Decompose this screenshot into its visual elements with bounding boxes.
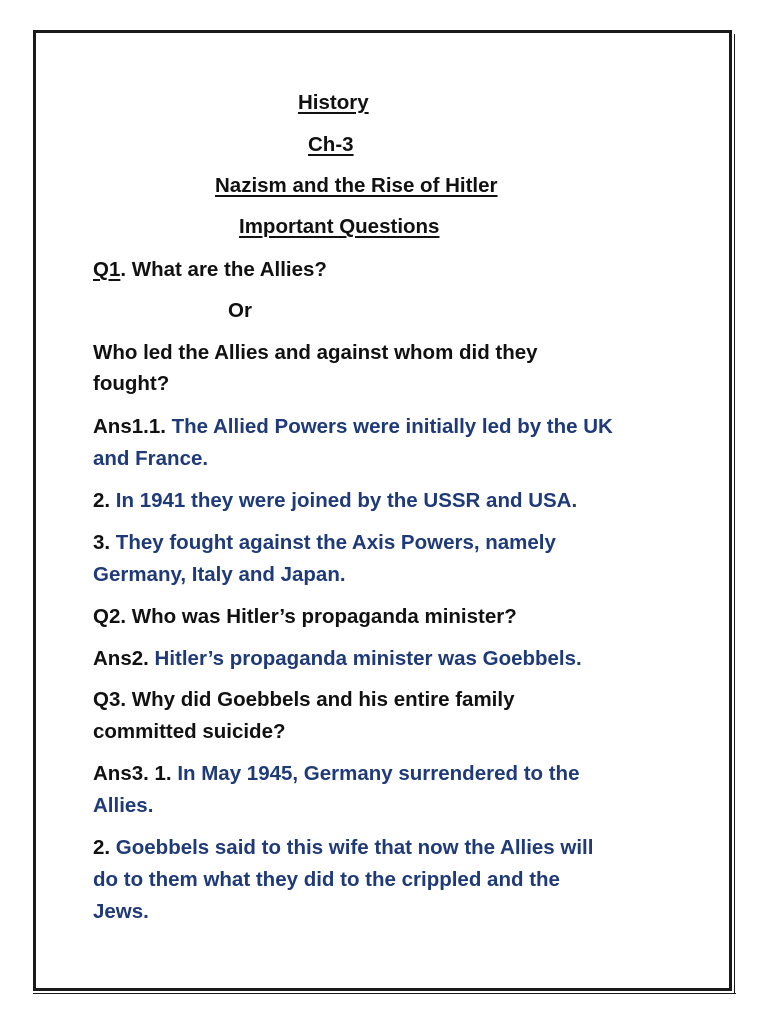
answer-3-point-2-line-3: Jews.: [93, 900, 149, 923]
answer-2: [93, 643, 582, 675]
answer-1-label: Ans1.1.: [93, 415, 172, 438]
question-3-line-1: Q3. Why did Goebbels and his entire family: [93, 688, 515, 711]
answer-3-point-2-line-2: do to them what they did to the crippled and the: [93, 868, 560, 891]
answer-1-point-2: [93, 485, 577, 517]
answer-2-text: Hitler’s propaganda minister was Goebbels.: [154, 647, 582, 670]
answer-1-point-3: [93, 527, 556, 559]
subject-heading: History: [298, 91, 369, 114]
answer-3-point-1-line-2: Allies.: [93, 794, 154, 817]
answer-3-point-1-text: In May 1945, Germany surrendered to the: [177, 762, 580, 785]
question-3-line-2: committed suicide?: [93, 720, 286, 743]
answer-1-point-3-number: 3.: [93, 531, 116, 554]
section-heading: Important Questions: [239, 215, 440, 238]
chapter-title: Nazism and the Rise of Hitler: [215, 174, 498, 197]
answer-3-point-2-number: 2.: [93, 836, 116, 859]
question-1-alt-line-2: fought?: [93, 372, 170, 395]
question-1-text: . What are the Allies?: [120, 258, 327, 281]
answer-1-point-2-number: 2.: [93, 489, 116, 512]
answer-3-point-1: [93, 758, 580, 790]
answer-3-label: Ans3. 1.: [93, 762, 178, 785]
answer-1-point-1-text: The Allied Powers were initially led by the UK: [171, 415, 613, 438]
answer-1-point-1-line-2: and France.: [93, 447, 209, 470]
question-2: Q2. Who was Hitler’s propaganda minister?: [93, 605, 517, 628]
answer-3-point-2-text: Goebbels said to this wife that now the Allies will: [115, 836, 594, 859]
question-1-number: Q1: [93, 258, 121, 281]
answer-2-label: Ans2.: [93, 647, 155, 670]
question-1-or: Or: [228, 299, 252, 322]
question-1: [93, 254, 327, 286]
answer-1-point-1: [93, 411, 613, 443]
answer-1-point-3-text: They fought against the Axis Powers, namely: [115, 531, 556, 554]
chapter-heading: Ch-3: [308, 133, 354, 156]
page-border-shadow-right: [734, 34, 735, 994]
page-border-shadow-bottom: [33, 993, 736, 994]
question-1-alt-line-1: Who led the Allies and against whom did they: [93, 341, 538, 364]
answer-1-point-3-line-2: Germany, Italy and Japan.: [93, 563, 346, 586]
answer-1-point-2-text: In 1941 they were joined by the USSR and USA.: [115, 489, 578, 512]
answer-3-point-2: [93, 832, 593, 864]
